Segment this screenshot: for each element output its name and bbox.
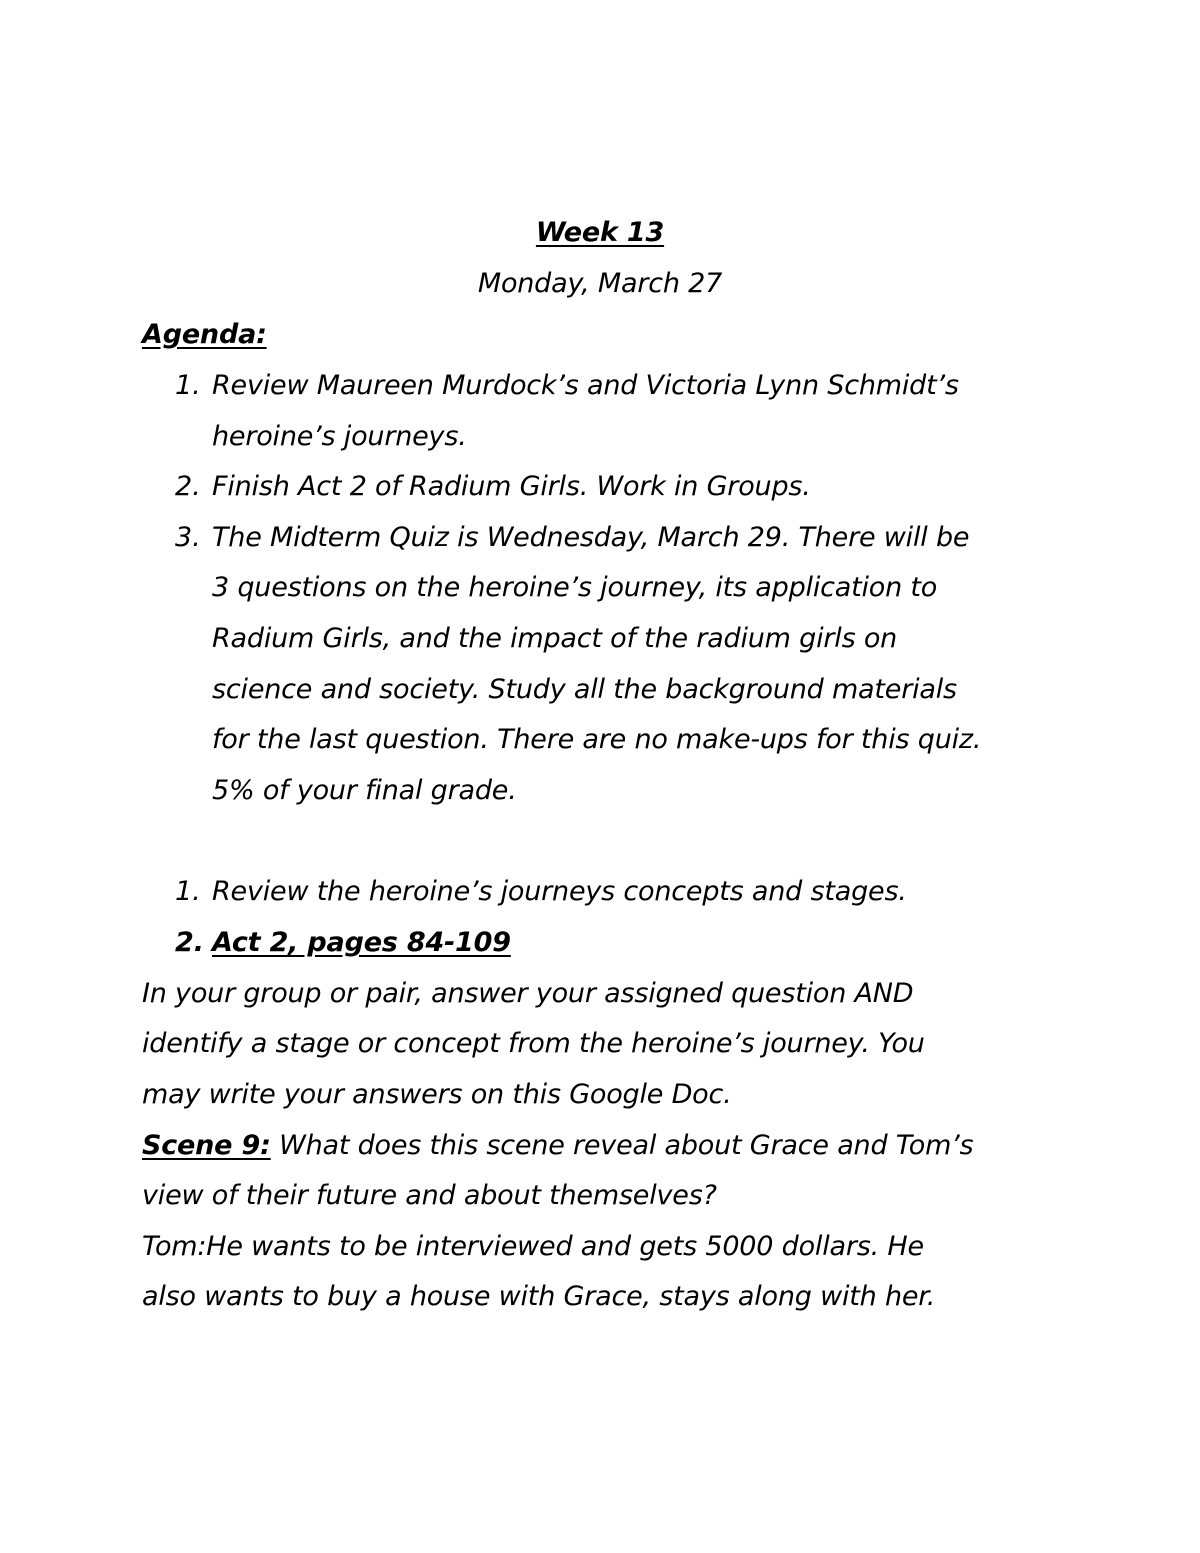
agenda-item-2-number: 2. <box>175 471 201 502</box>
agenda-item-3-line: 3 questions on the heroine’s journey, its application to <box>212 572 938 603</box>
week-title: Week 13 <box>535 217 665 248</box>
second-list-item-2-text: Act 2, pages 84-109 <box>212 927 511 958</box>
scene9-question-text: What does this scene reveal about Grace and Tom’s <box>270 1130 974 1161</box>
instructions-line: may write your answers on this Google Doc. <box>142 1079 732 1110</box>
agenda-item-3-line: 5% of your final grade. <box>212 775 517 806</box>
agenda-item-3-line: for the last question. There are no make-ups for this quiz. <box>212 724 982 755</box>
agenda-item-3-line: The Midterm Quiz is Wednesday, March 29. There will be <box>212 522 970 553</box>
agenda-item-3-line: science and society. Study all the background materials <box>212 674 957 705</box>
agenda-heading: Agenda: <box>142 319 267 350</box>
second-list-item-1-number: 1. <box>175 876 201 907</box>
agenda-item-1-line: heroine’s journeys. <box>212 421 467 452</box>
scene9-question-line2: view of their future and about themselves? <box>142 1180 717 1211</box>
agenda-item-2-line: Finish Act 2 of Radium Girls. Work in Groups. <box>212 471 811 502</box>
agenda-item-1-line: Review Maureen Murdock’s and Victoria Lynn Schmidt’s <box>212 370 959 401</box>
answer-line: also wants to buy a house with Grace, stays along with her. <box>142 1281 936 1312</box>
second-list-item-1-text: Review the heroine’s journeys concepts and stages. <box>212 876 907 907</box>
instructions-line: identify a stage or concept from the heroine’s journey. You <box>142 1028 925 1059</box>
scene9-question-line1 <box>142 1120 973 1171</box>
date-line: Monday, March 27 <box>477 268 723 299</box>
second-list-item-2-number: 2. <box>175 927 205 958</box>
instructions-line: In your group or pair, answer your assigned question AND <box>142 978 914 1009</box>
agenda-item-1-number: 1. <box>175 370 201 401</box>
scene9-label: Scene 9: <box>142 1130 271 1161</box>
agenda-item-3-number: 3. <box>175 522 201 553</box>
agenda-item-3-line: Radium Girls, and the impact of the radium girls on <box>212 623 898 654</box>
answer-line: Tom:He wants to be interviewed and gets 5000 dollars. He <box>142 1231 924 1262</box>
